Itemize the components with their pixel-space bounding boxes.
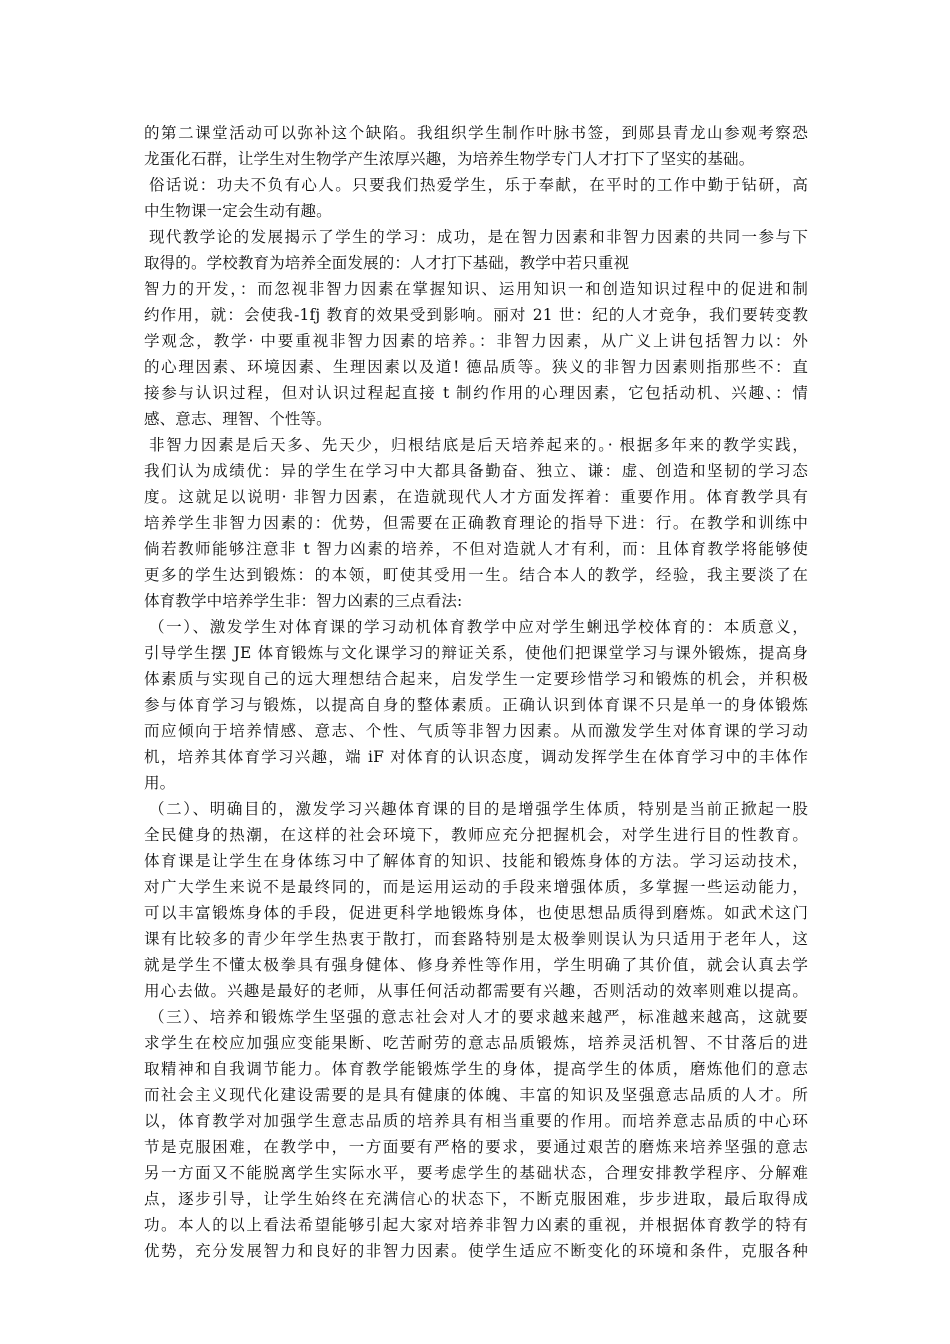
text-line: 求学生在校应加强应变能果断、吃苦耐劳的意志品质锻炼，培养灵活机智、不甘落后的进 <box>144 1034 808 1052</box>
text-line: 中生物课一定会生动有趣。 <box>144 202 332 220</box>
text-line: 非智力因素是后天多、先天少，归根结底是后天培养起来的。· 根据多年来的教学实践， <box>149 436 808 454</box>
text-line: 用心去做。兴趣是最好的老师，从事任何活动都需要有兴趣，否则活动的效率则难以提高。 <box>144 982 808 1000</box>
text-line: 用。 <box>144 774 176 792</box>
text-line: 取精神和自我调节能力。体育教学能锻炼学生的身体，提高学生的体质，磨炼他们的意志 <box>144 1060 808 1078</box>
text-line: 的心理因素、环境因素、生理因素以及道! 德品质等。狭义的非智力因素则指那些不：直 <box>144 358 808 376</box>
text-line: （二）、明确目的，激发学习兴趣体育课的目的是增强学生体质，特别是当前正掀起一股 <box>149 800 808 818</box>
text-line: （一）、激发学生对体育课的学习动机体育教学中应对学生蜊迅学校体育的：本质意义， <box>149 618 808 636</box>
text-line: 度。这就足以说明· 非智力因素，在造就现代人才方面发挥着：重要作用。体育教学具有 <box>144 488 808 506</box>
text-line: 参与体育学习与锻炼，以提高自身的整体素质。正确认识到体育课不只是单一的身体锻炼 <box>144 696 808 714</box>
text-line: 就是学生不懂太极拳具有强身健体、修身养性等作用，学生明确了其价值，就会认真去学 <box>144 956 808 974</box>
document-body <box>144 120 808 1264</box>
text-line: 龙蛋化石群，让学生对生物学产生浓厚兴趣，为培养生物学专门人才打下了坚实的基础。 <box>144 150 755 168</box>
text-line: 培养学生非智力因素的：优势，但需要在正确教育理论的指导下进：行。在教学和训练中 <box>144 514 808 532</box>
text-line: 俗话说：功夫不负有心人。只要我们热爱学生，乐于奉献，在平时的工作中勤于钻研，高 <box>149 176 808 194</box>
text-line: 更多的学生达到锻炼：的本领，町使其受用一生。结合本人的教学，经验，我主要淡了在 <box>144 566 808 584</box>
text-line: 体育教学中培养学生非：智力凶素的三点看法: <box>144 592 463 610</box>
text-line: 学观念，教学· 中要重视非智力因素的培养。：非智力因素，从广义上讲包括智力以：外 <box>144 332 808 350</box>
text-line: 节是克服困难，在教学中，一方面要有严格的要求，要通过艰苦的磨炼来培养坚强的意志 <box>144 1138 808 1156</box>
text-line: 课有比较多的青少年学生热衷于散打，而套路特别是太极拳则误认为只适用于老年人，这 <box>144 930 808 948</box>
text-line: （三）、培养和锻炼学生坚强的意志社会对人才的要求越来越严，标准越来越高，这就要 <box>149 1008 808 1026</box>
text-line: 对广大学生来说不是最终同的，而是运用运动的手段来增强体质，多掌握一些运动能力， <box>144 878 808 896</box>
text-line: 可以丰富锻炼身体的手段，促进更科学地锻炼身体，也使思想品质得到磨炼。如武术这门 <box>144 904 808 922</box>
text-line: 另一方面又不能脱离学生实际水平，要考虑学生的基础状态，合理安排教学程序、分解难 <box>144 1164 808 1182</box>
text-line: 功。本人的以上看法希望能够引起大家对培养非智力凶素的重视，并根据体育教学的特有 <box>144 1216 808 1234</box>
text-line: 感、意志、理智、个性等。 <box>144 410 332 428</box>
text-line: 点，逐步引导，让学生始终在充满信心的状态下，不断克服困难，步步进取，最后取得成 <box>144 1190 808 1208</box>
text-line: 机，培养其体育学习兴趣，端 iF 对体育的认识态度，调动发挥学生在体育学习中的丰体作 <box>144 748 808 766</box>
text-line: 而应倾向于培养情感、意志、个性、气质等非智力因素。从而激发学生对体育课的学习动 <box>144 722 808 740</box>
text-line: 引导学生摆 JE 体育锻炼与文化课学习的辩证关系，使他们把课堂学习与课外锻炼，提高身 <box>144 644 808 662</box>
text-line: 智力的开发，：而忽视非智力因素在掌握知识、运用知识一和创造知识过程中的促进和制 <box>144 280 808 298</box>
text-line: 我们认为成绩优：异的学生在学习中大都具备勤奋、独立、谦：虚、创造和坚韧的学习态 <box>144 462 808 480</box>
text-line: 体素质与实现自己的远大理想结合起来，启发学生一定要珍惜学习和锻炼的机会，并积极 <box>144 670 808 688</box>
text-line: 约作用，就：会使我-1fj 教育的效果受到影响。丽对 21 世：纪的人才竞争，我们要转变教 <box>144 306 808 324</box>
text-line: 的第二课堂活动可以弥补这个缺陷。我组织学生制作叶脉书签，到郧县青龙山参观考察恐 <box>144 124 808 142</box>
text-line: 全民健身的热潮，在这样的社会环境下，教师应充分把握机会，对学生进行目的性教育。 <box>144 826 808 844</box>
text-line: 而社会主义现代化建设需要的是具有健康的体魄、丰富的知识及坚强意志品质的人才。所 <box>144 1086 808 1104</box>
text-line: 体育课是让学生在身体练习中了解体育的知识、技能和锻炼身体的方法。学习运动技术， <box>144 852 808 870</box>
text-line: 取得的。学校教育为培养全面发展的：人才打下基础，教学中若只重视 <box>144 254 630 272</box>
text-line: 倘若教师能够注意非 t 智力凶素的培养，不但对造就人才有利，而：且体育教学将能够使 <box>144 540 808 558</box>
text-line: 优势，充分发展智力和良好的非智力因素。使学生适应不断变化的环境和条件，克服各种 <box>144 1242 808 1260</box>
text-line: 以，体育教学对加强学生意志品质的培养具有相当重要的作用。而培养意志品质的中心环 <box>144 1112 808 1130</box>
text-line: 接参与认识过程，但对认识过程起直接 t 制约作用的心理因素，它包括动机、兴趣、：情 <box>144 384 808 402</box>
text-line: 现代教学论的发展揭示了学生的学习：成功，是在智力因素和非智力因素的共同一参与下 <box>149 228 808 246</box>
